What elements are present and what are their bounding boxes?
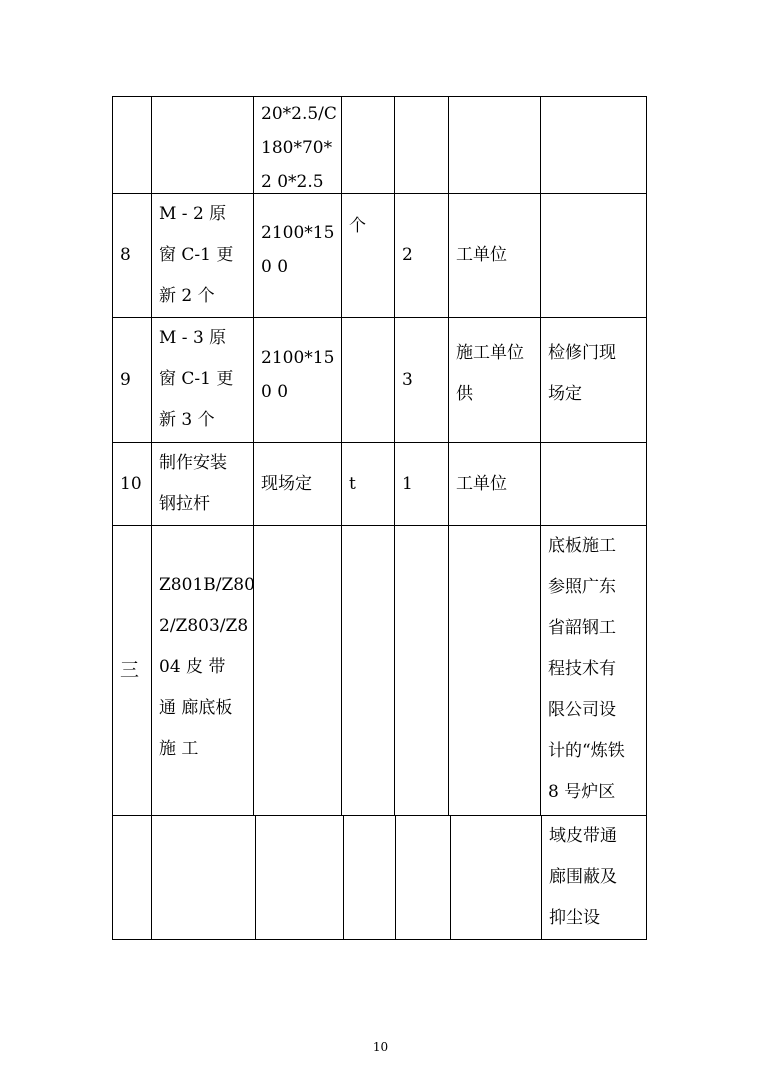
remark-line: 参照广东: [548, 577, 616, 597]
row10-supplier: [448, 442, 541, 526]
name-line: 制作安装: [159, 453, 227, 473]
qty-value: 1: [402, 473, 413, 494]
remark-line: 计的“炼铁: [548, 741, 625, 761]
last-supplier: [450, 815, 542, 940]
row10-unit: [341, 442, 395, 526]
row-number: 10: [120, 473, 142, 494]
spec-line: 2100*15: [261, 348, 335, 368]
row8-remark: [540, 193, 647, 318]
name-line: 窗 C-1 更: [159, 369, 234, 389]
spec-line: 180*70*: [261, 138, 333, 158]
row9-qty: [394, 317, 449, 443]
row10-spec: [253, 442, 342, 526]
remark-line: 限公司设: [548, 700, 616, 720]
row3-unit: [341, 525, 395, 816]
name-line: 新 2 个: [159, 286, 215, 306]
row10-remark: [540, 442, 647, 526]
qty-value: 2: [402, 245, 413, 265]
remark-line: 场定: [548, 384, 582, 404]
cont-remark: [540, 96, 647, 194]
supplier-line: 施工单位: [456, 343, 524, 363]
last-name: [151, 815, 256, 940]
last-remark: [541, 815, 647, 940]
name-line: 2/Z803/Z8: [159, 616, 249, 636]
last-qty: [395, 815, 451, 940]
row8-supplier: [448, 193, 541, 318]
page-number: 10: [372, 1040, 389, 1054]
last-unit: [343, 815, 396, 940]
name-line: M - 2 原: [159, 204, 227, 224]
row9-unit: [341, 317, 395, 443]
row3-name: [151, 525, 254, 816]
cont-no: [112, 96, 152, 194]
spec-line: 0 0: [261, 257, 289, 277]
row3-spec: [253, 525, 342, 816]
row8-qty: [394, 193, 449, 318]
row9-spec: [253, 317, 342, 443]
row10-name: [151, 442, 254, 526]
supplier-line: 供: [456, 384, 473, 404]
name-line: 通 廊底板: [159, 698, 233, 718]
cont-qty: [394, 96, 449, 194]
cont-name: [151, 96, 254, 194]
row-number: 三: [120, 659, 140, 681]
remark-line: 域皮带通: [549, 826, 617, 846]
row8-spec: [253, 193, 342, 318]
cont-unit: [341, 96, 395, 194]
spec-value: 现场定: [261, 473, 312, 494]
remark-line: 底板施工: [548, 536, 616, 556]
remark-line: 省韶钢工: [548, 618, 616, 638]
name-line: 04 皮 带: [159, 657, 226, 677]
qty-value: 3: [402, 369, 413, 390]
supplier-value: 工单位: [456, 245, 507, 265]
name-line: M - 3 原: [159, 328, 227, 348]
remark-line: 8 号炉区: [548, 782, 616, 802]
remark-line: 检修门现: [548, 343, 616, 363]
row9-remark: [540, 317, 647, 443]
row10-qty: [394, 442, 449, 526]
last-spec: [255, 815, 344, 940]
remark-line: 程技术有: [548, 659, 616, 679]
row8-unit: [341, 193, 395, 318]
row9-no: [112, 317, 152, 443]
row10-no: [112, 442, 152, 526]
unit-value: 个: [349, 216, 366, 236]
row9-name: [151, 317, 254, 443]
remark-line: 抑尘设: [549, 908, 600, 928]
row3-supplier: [448, 525, 541, 816]
supplier-value: 工单位: [456, 473, 507, 494]
row8-no: [112, 193, 152, 318]
row-number: 9: [120, 369, 131, 390]
spec-line: 0 0: [261, 382, 289, 402]
row8-name: [151, 193, 254, 318]
name-line: Z801B/Z80: [159, 575, 255, 595]
name-line: 窗 C-1 更: [159, 245, 234, 265]
unit-value: t: [349, 473, 356, 494]
name-line: 施 工: [159, 739, 199, 759]
remark-line: 廊围蔽及: [549, 867, 617, 887]
row3-qty: [394, 525, 449, 816]
spec-line: 20*2.5/C: [261, 104, 337, 124]
last-no: [112, 815, 152, 940]
name-line: 钢拉杆: [159, 494, 210, 514]
spec-line: 2100*15: [261, 223, 335, 243]
row3-no: [112, 525, 152, 816]
row-number: 8: [120, 245, 131, 265]
name-line: 新 3 个: [159, 410, 215, 430]
row9-supplier: [448, 317, 541, 443]
spec-line: 2 0*2.5: [261, 172, 324, 192]
cont-spec: [253, 96, 342, 194]
row3-remark: [540, 525, 647, 816]
cont-supplier: [448, 96, 541, 194]
